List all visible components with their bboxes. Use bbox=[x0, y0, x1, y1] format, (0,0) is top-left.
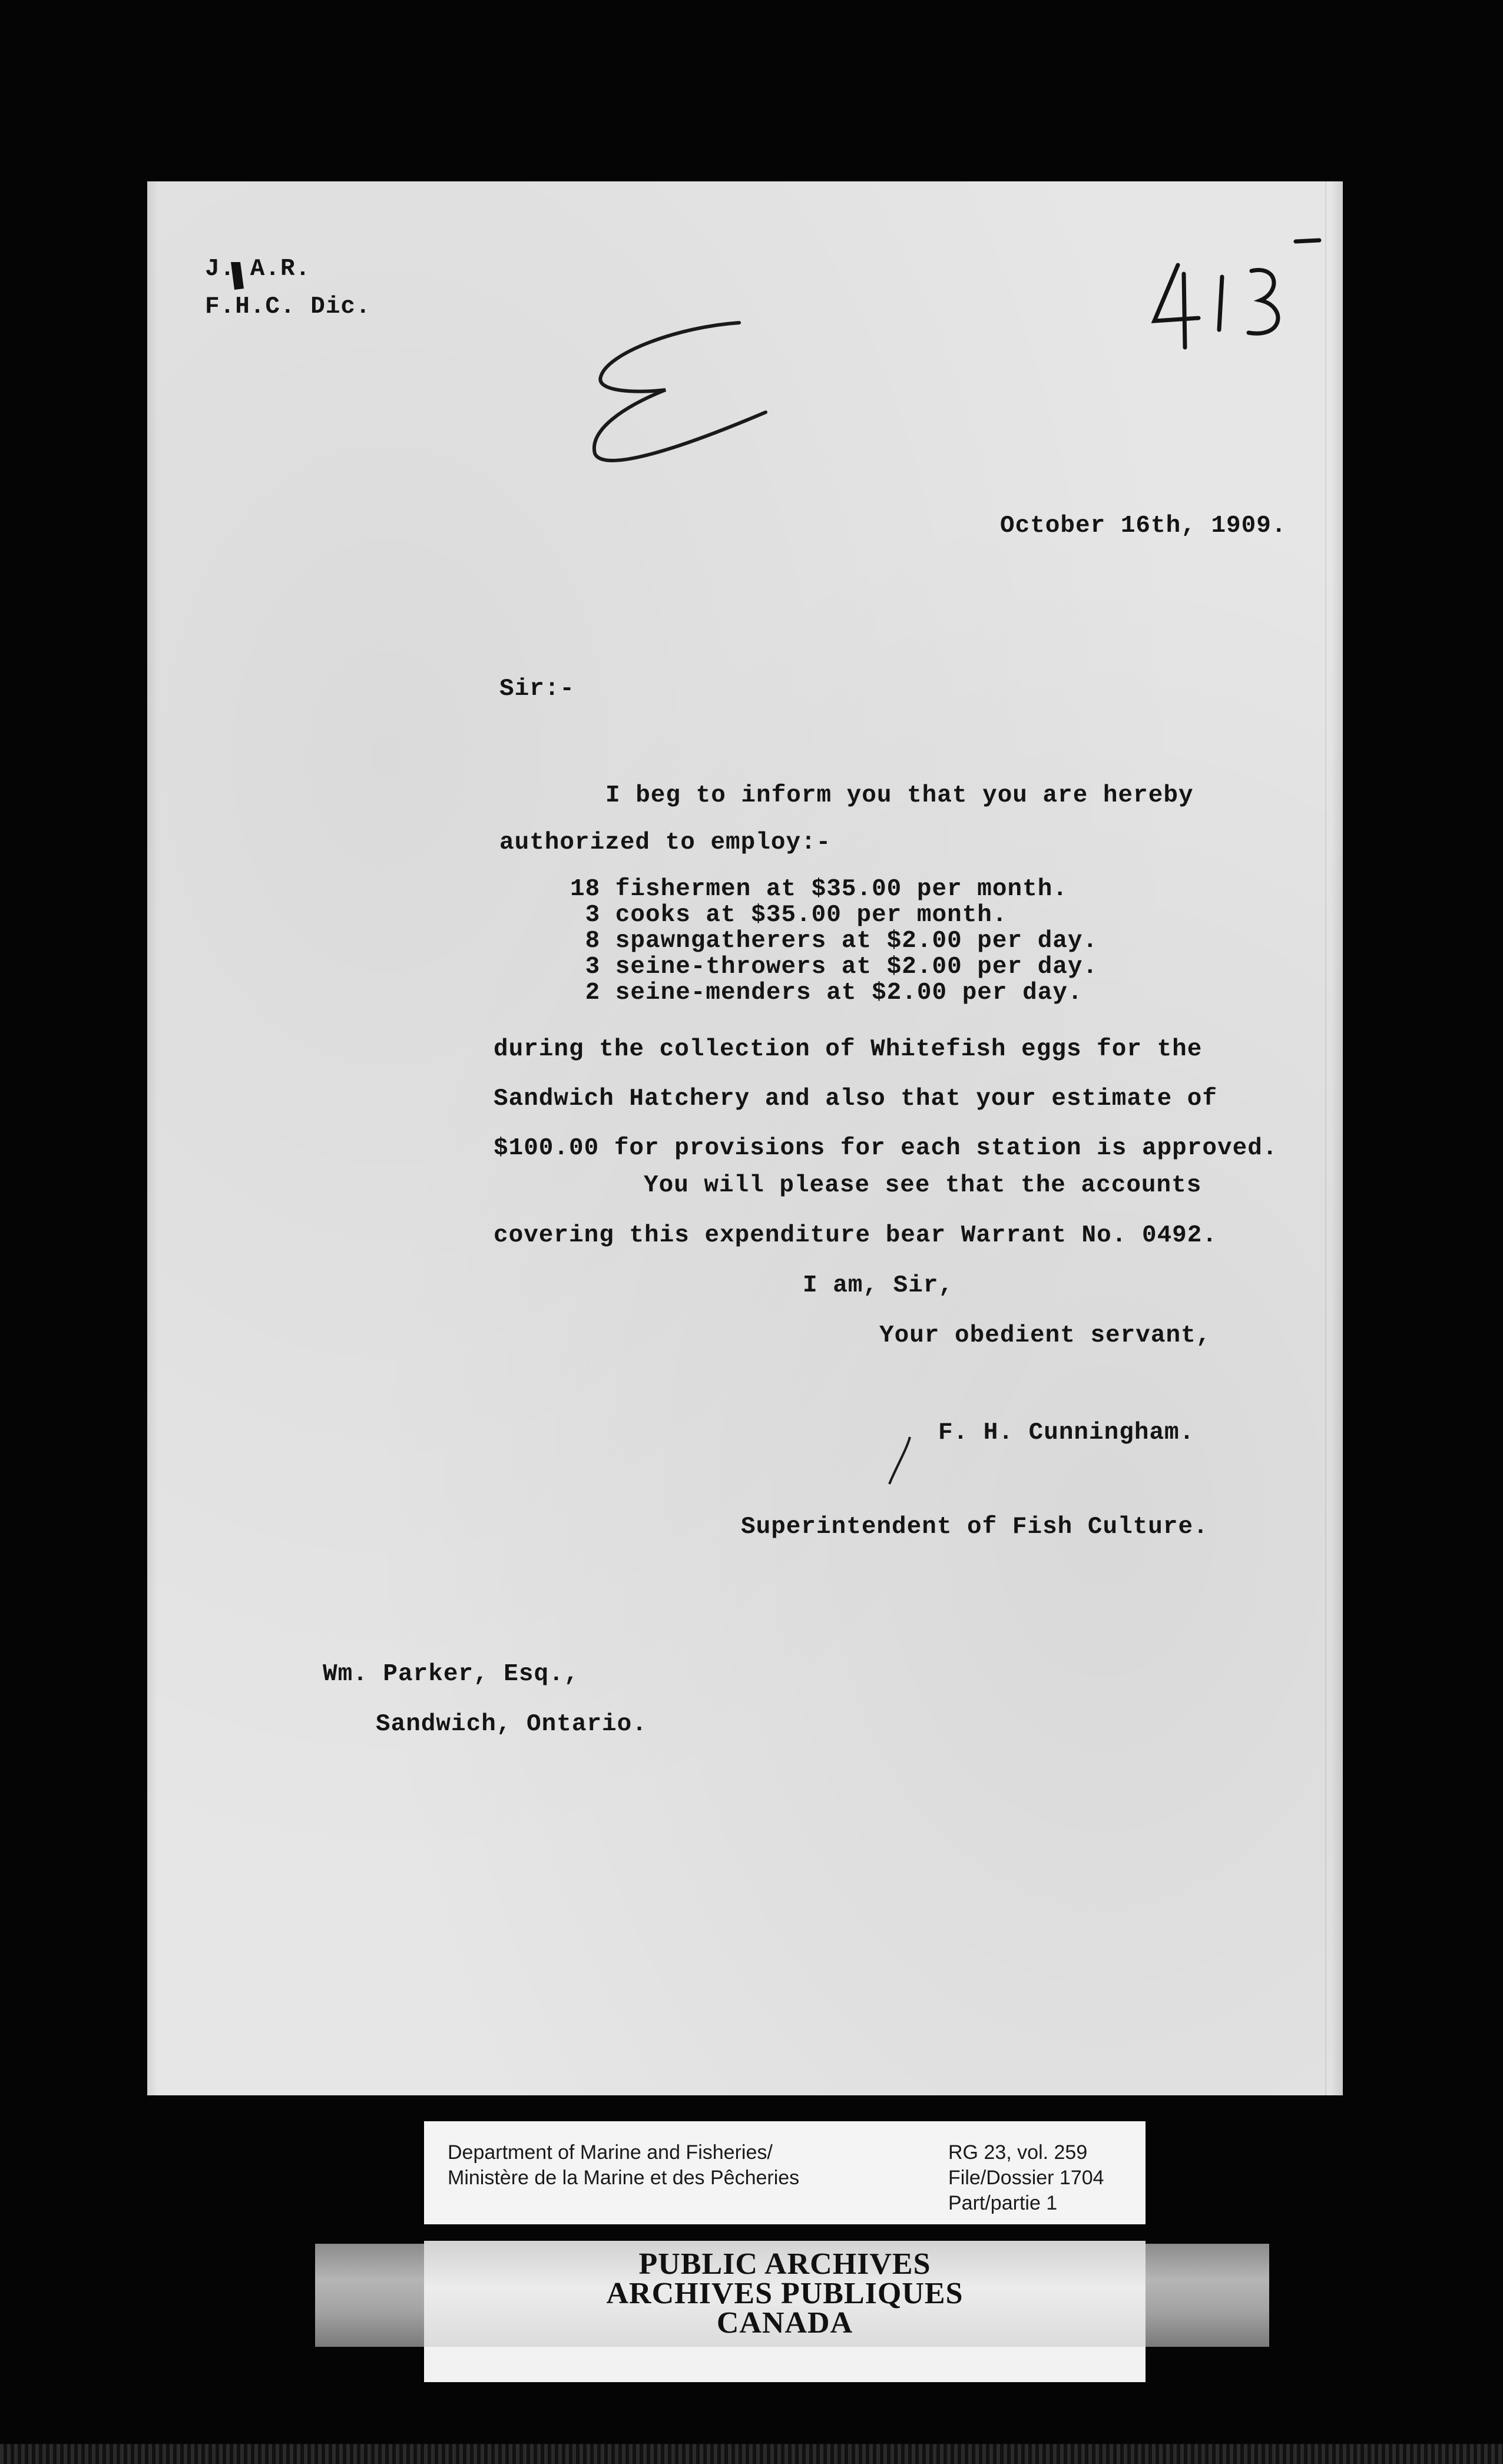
department-line-en: Department of Marine and Fisheries/ bbox=[448, 2141, 773, 2164]
archive-reference-label bbox=[424, 2121, 1146, 2224]
digit-3 bbox=[1249, 270, 1278, 334]
addressee-line-1: Wm. Parker, Esq., bbox=[323, 1661, 580, 1688]
salutation: Sir:- bbox=[499, 675, 575, 703]
label-bottom-strip bbox=[424, 2347, 1146, 2382]
closing-line-2: Your obedient servant, bbox=[879, 1322, 1211, 1349]
signature-name: F. H. Cunningham. bbox=[938, 1419, 1195, 1446]
signature-tick bbox=[889, 1437, 910, 1484]
body-paragraph-line: during the collection of Whitefish eggs for the bbox=[494, 1036, 1203, 1063]
body-paragraph-line: $100.00 for provisions for each station is approved. bbox=[494, 1135, 1278, 1162]
list-item: 3 cooks at $35.00 per month. bbox=[570, 902, 1008, 929]
archive-reference bbox=[948, 2140, 1104, 2216]
body-line-2: authorized to employ:- bbox=[499, 829, 832, 856]
sender-initials bbox=[205, 250, 371, 326]
handwritten-e-mark bbox=[594, 323, 766, 461]
film-edge-perforation bbox=[0, 2444, 1503, 2464]
digit-1 bbox=[1219, 277, 1222, 330]
list-item: 8 spawngatherers at $2.00 per day. bbox=[570, 928, 1098, 955]
reference-part: Part/partie 1 bbox=[948, 2192, 1058, 2214]
digit-4 bbox=[1154, 265, 1199, 321]
body-paragraph bbox=[494, 1025, 1277, 1173]
body-line-1: I beg to inform you that you are hereby bbox=[605, 782, 1194, 809]
reference-volume: RG 23, vol. 259 bbox=[948, 2141, 1088, 2164]
digit-4-stem bbox=[1184, 274, 1185, 347]
initials-line-2: F.H.C. Dic. bbox=[205, 293, 371, 320]
stamp-line-1: PUBLIC ARCHIVES bbox=[638, 2247, 931, 2281]
reference-file: File/Dossier 1704 bbox=[948, 2167, 1104, 2189]
letter-date: October 16th, 1909. bbox=[1000, 512, 1287, 539]
archive-department bbox=[448, 2140, 799, 2191]
closing-line-1: I am, Sir, bbox=[803, 1272, 954, 1299]
body-paragraph-line: Sandwich Hatchery and also that your estimate of bbox=[494, 1085, 1217, 1112]
dash-mark bbox=[1296, 240, 1319, 241]
list-item: 3 seine-throwers at $2.00 per day. bbox=[570, 953, 1098, 981]
addressee-line-2: Sandwich, Ontario. bbox=[376, 1711, 647, 1738]
body-line-4: You will please see that the accounts bbox=[644, 1172, 1202, 1199]
list-item: 18 fishermen at $35.00 per month. bbox=[570, 876, 1068, 903]
body-line-5: covering this expenditure bear Warrant No. 0492. bbox=[494, 1222, 1217, 1249]
signature-title: Superintendent of Fish Culture. bbox=[741, 1513, 1209, 1541]
stamp-line-2: ARCHIVES PUBLIQUES bbox=[606, 2277, 964, 2310]
employment-list bbox=[570, 876, 1098, 1006]
list-item: 2 seine-menders at $2.00 per day. bbox=[570, 979, 1083, 1006]
handwritten-page-number bbox=[1154, 240, 1319, 347]
department-line-fr: Ministère de la Marine et des Pêcheries bbox=[448, 2167, 800, 2189]
initials-line-1: J. A.R. bbox=[205, 256, 311, 283]
stamp-line-3: CANADA bbox=[716, 2306, 853, 2340]
